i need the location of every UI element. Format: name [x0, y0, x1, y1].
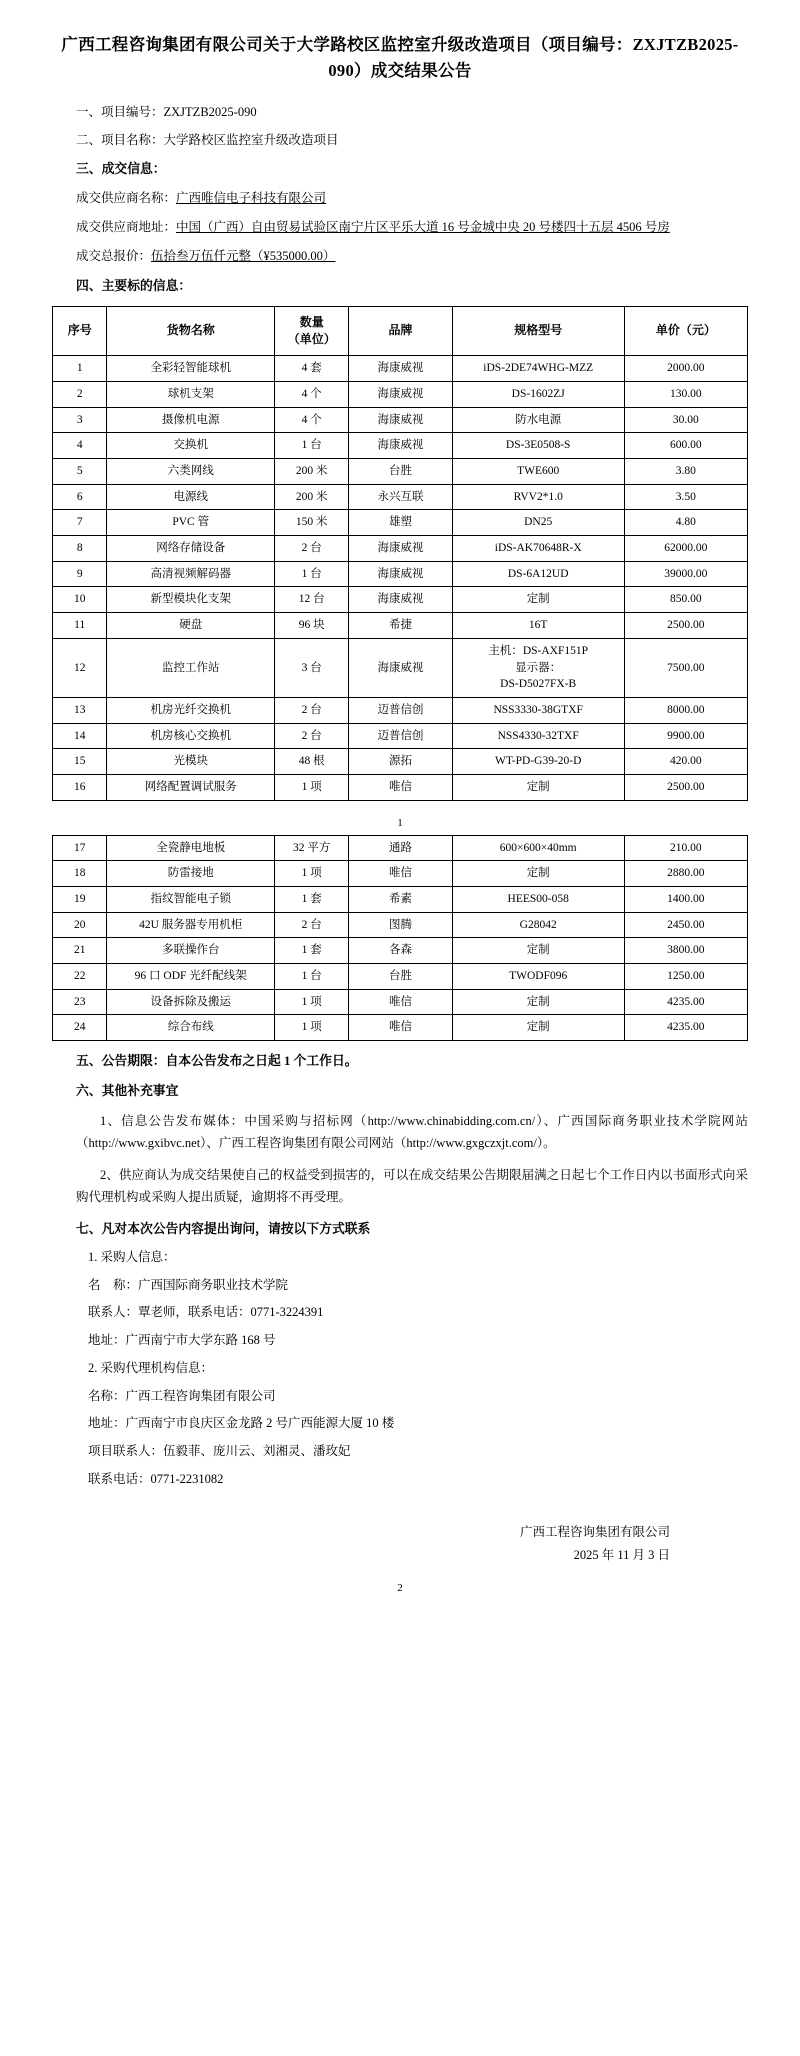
- cell-model-line: DS-D5027FX-B: [500, 678, 577, 691]
- cell-brand: 永兴互联: [349, 484, 452, 510]
- page-title: 广西工程咨询集团有限公司关于大学路校区监控室升级改造项目（项目编号：ZXJTZB2025-090）成交结果公告: [61, 35, 739, 81]
- cell-model: DN25: [452, 510, 624, 536]
- column-header-model: 规格型号: [452, 306, 624, 356]
- supplier-address-value: 中国（广西）自由贸易试验区南宁片区平乐大道 16 号金城中央 20 号楼四十五层 4506 号房: [176, 220, 670, 235]
- column-header-quantity-line1: 数量: [299, 314, 324, 329]
- cell-model: NSS3330-38GTXF: [452, 697, 624, 723]
- cell-index: 6: [53, 484, 107, 510]
- cell-qty: 1 台: [275, 433, 349, 459]
- table-row: [53, 723, 748, 749]
- cell-model-line: 主机：DS-AXF151P: [488, 644, 589, 657]
- section-contact-heading: 七、凡对本次公告内容提出询问，请按以下方式联系: [76, 1221, 371, 1236]
- goods-table-part1: [52, 306, 748, 801]
- cell-brand: 海康威视: [349, 561, 452, 587]
- section-award-info-heading: 三、成交信息：: [76, 162, 166, 177]
- cell-brand: 迈普信创: [349, 723, 452, 749]
- cell-index: 21: [53, 938, 107, 964]
- cell-qty: 2 台: [275, 723, 349, 749]
- cell-model: TWE600: [452, 459, 624, 485]
- cell-name: 硬盘: [107, 613, 275, 639]
- cell-model: NSS4330-32TXF: [452, 723, 624, 749]
- cell-qty: 1 项: [275, 1015, 349, 1041]
- table-row: [53, 989, 748, 1015]
- cell-brand: 海康威视: [349, 356, 452, 382]
- cell-brand: 海康威视: [349, 407, 452, 433]
- cell-index: 13: [53, 697, 107, 723]
- cell-model: 防水电源: [452, 407, 624, 433]
- buyer-contact-line: 联系人：覃老师，联系电话：0771-3224391: [88, 1305, 324, 1320]
- cell-price: 2880.00: [624, 861, 747, 887]
- cell-qty: 32 平方: [275, 835, 349, 861]
- cell-price: 130.00: [624, 382, 747, 408]
- cell-brand: 源拓: [349, 749, 452, 775]
- agent-address-line: 地址：广西南宁市良庆区金龙路 2 号广西能源大厦 10 楼: [88, 1416, 395, 1431]
- cell-brand: 通路: [349, 835, 452, 861]
- complaint-paragraph: 2、供应商认为成交结果使自己的权益受到损害的，可以在成交结果公告期限届满之日起七个工作日内以书面形式向采购代理机构或采购人提出质疑，逾期将不再受理。: [76, 1168, 748, 1204]
- cell-model: DS-1602ZJ: [452, 382, 624, 408]
- cell-index: 16: [53, 774, 107, 800]
- cell-model: [452, 638, 624, 697]
- cell-name: 电源线: [107, 484, 275, 510]
- cell-model: iDS-AK70648R-X: [452, 536, 624, 562]
- cell-price: 2000.00: [624, 356, 747, 382]
- section-other-matters-heading: 六、其他补充事宜: [76, 1084, 179, 1099]
- table-row: [53, 510, 748, 536]
- cell-name: 综合布线: [107, 1015, 275, 1041]
- cell-model-line: 显示器：: [515, 661, 562, 674]
- cell-index: 4: [53, 433, 107, 459]
- cell-model: G28042: [452, 912, 624, 938]
- cell-qty: 48 根: [275, 749, 349, 775]
- cell-model: WT-PD-G39-20-D: [452, 749, 624, 775]
- cell-price: 4235.00: [624, 989, 747, 1015]
- cell-index: 2: [53, 382, 107, 408]
- cell-price: 420.00: [624, 749, 747, 775]
- page-number-middle: 1: [397, 816, 403, 829]
- cell-qty: 200 米: [275, 459, 349, 485]
- column-header-goods-name: 货物名称: [107, 306, 275, 356]
- table-row: [53, 587, 748, 613]
- cell-brand: 雄塑: [349, 510, 452, 536]
- table-row: [53, 356, 748, 382]
- cell-price: 9900.00: [624, 723, 747, 749]
- cell-index: 17: [53, 835, 107, 861]
- project-number-label: 一、项目编号：: [76, 104, 164, 119]
- cell-brand: 唯信: [349, 989, 452, 1015]
- buyer-name-value: 广西国际商务职业技术学院: [138, 1277, 289, 1292]
- cell-name: 交换机: [107, 433, 275, 459]
- cell-qty: 1 台: [275, 561, 349, 587]
- cell-price: 4.80: [624, 510, 747, 536]
- table-row: [53, 774, 748, 800]
- cell-model: iDS-2DE74WHG-MZZ: [452, 356, 624, 382]
- media-publication-paragraph: 1、信息公告发布媒体：中国采购与招标网（http://www.chinabidding.com.cn/）、广西国际商务职业技术学院网站（http://www.gxibvc.net）、广西工程咨询集团有限公司网站（http://www.gxgczxjt.com/）。: [76, 1114, 748, 1151]
- cell-name: 六类网线: [107, 459, 275, 485]
- cell-index: 22: [53, 963, 107, 989]
- total-price-value: 伍拾叁万伍仟元整（¥535000.00）: [151, 249, 336, 264]
- table-row: [53, 536, 748, 562]
- signature-block: [52, 1521, 748, 1569]
- cell-name: 设备拆除及搬运: [107, 989, 275, 1015]
- agent-phone-line: 联系电话：0771-2231082: [88, 1471, 224, 1486]
- cell-model: DS-3E0508-S: [452, 433, 624, 459]
- cell-index: 15: [53, 749, 107, 775]
- cell-name: 网络配置调试服务: [107, 774, 275, 800]
- signature-date: 2025 年 11 月 3 日: [573, 1548, 670, 1563]
- cell-price: 3.50: [624, 484, 747, 510]
- cell-price: 2450.00: [624, 912, 747, 938]
- cell-index: 14: [53, 723, 107, 749]
- cell-price: 850.00: [624, 587, 747, 613]
- supplier-name-line: [52, 188, 748, 208]
- cell-name: 指纹智能电子锁: [107, 886, 275, 912]
- buyer-name-line: [52, 1276, 748, 1295]
- cell-brand: 各森: [349, 938, 452, 964]
- cell-model: 16T: [452, 613, 624, 639]
- cell-index: 20: [53, 912, 107, 938]
- table-row: [53, 861, 748, 887]
- cell-model: 定制: [452, 861, 624, 887]
- cell-index: 10: [53, 587, 107, 613]
- project-name-value: 大学路校区监控室升级改造项目: [163, 132, 339, 147]
- cell-model: 定制: [452, 1015, 624, 1041]
- cell-price: 7500.00: [624, 638, 747, 697]
- cell-price: 3.80: [624, 459, 747, 485]
- cell-qty: 1 项: [275, 989, 349, 1015]
- cell-brand: 海康威视: [349, 638, 452, 697]
- cell-qty: 200 米: [275, 484, 349, 510]
- cell-name: 球机支架: [107, 382, 275, 408]
- cell-model: HEES00-058: [452, 886, 624, 912]
- total-price-line: [52, 246, 748, 266]
- buyer-info-heading: 1. 采购人信息：: [88, 1249, 176, 1264]
- section-main-items-heading: 四、主要标的信息：: [76, 279, 192, 294]
- cell-brand: 台胜: [349, 459, 452, 485]
- cell-price: 8000.00: [624, 697, 747, 723]
- cell-name: 监控工作站: [107, 638, 275, 697]
- cell-brand: 唯信: [349, 774, 452, 800]
- agent-info-heading: 2. 采购代理机构信息：: [88, 1360, 214, 1375]
- cell-name: 机房光纤交换机: [107, 697, 275, 723]
- cell-brand: 图腾: [349, 912, 452, 938]
- agent-name-line: 名称：广西工程咨询集团有限公司: [88, 1388, 276, 1403]
- table-row: [53, 912, 748, 938]
- column-header-quantity-line2: （单位）: [287, 332, 336, 347]
- cell-brand: 唯信: [349, 1015, 452, 1041]
- cell-price: 3800.00: [624, 938, 747, 964]
- cell-price: 210.00: [624, 835, 747, 861]
- cell-brand: 海康威视: [349, 536, 452, 562]
- cell-qty: 2 台: [275, 536, 349, 562]
- cell-price: 2500.00: [624, 613, 747, 639]
- cell-index: 1: [53, 356, 107, 382]
- cell-index: 19: [53, 886, 107, 912]
- cell-price: 4235.00: [624, 1015, 747, 1041]
- agent-contact-person-line: 项目联系人：伍毅菲、庞川云、刘湘灵、潘玫妃: [88, 1444, 351, 1459]
- cell-qty: 1 台: [275, 963, 349, 989]
- table-row: [53, 749, 748, 775]
- cell-name: 全瓷静电地板: [107, 835, 275, 861]
- cell-name: 防雷接地: [107, 861, 275, 887]
- cell-index: 8: [53, 536, 107, 562]
- cell-brand: 海康威视: [349, 433, 452, 459]
- cell-index: 11: [53, 613, 107, 639]
- cell-name: 96 口 ODF 光纤配线架: [107, 963, 275, 989]
- table-header-row: [53, 306, 748, 356]
- cell-index: 23: [53, 989, 107, 1015]
- page-number-bottom: 2: [397, 1582, 403, 1595]
- table-row: [53, 613, 748, 639]
- cell-qty: 2 台: [275, 697, 349, 723]
- table-row: [53, 886, 748, 912]
- cell-brand: 希素: [349, 886, 452, 912]
- table-row: [53, 697, 748, 723]
- supplier-name-value: 广西唯信电子科技有限公司: [176, 191, 327, 206]
- cell-model: 定制: [452, 587, 624, 613]
- column-header-unit-price: 单价（元）: [624, 306, 747, 356]
- table-row: [53, 638, 748, 697]
- cell-name: 光模块: [107, 749, 275, 775]
- cell-brand: 唯信: [349, 861, 452, 887]
- total-price-label: 成交总报价：: [76, 249, 152, 264]
- table-row: [53, 484, 748, 510]
- cell-qty: 150 米: [275, 510, 349, 536]
- cell-brand: 希捷: [349, 613, 452, 639]
- column-header-brand: 品牌: [349, 306, 452, 356]
- table-row: [53, 433, 748, 459]
- table-row: [53, 1015, 748, 1041]
- cell-qty: 4 个: [275, 382, 349, 408]
- cell-name: 网络存储设备: [107, 536, 275, 562]
- cell-name: 摄像机电源: [107, 407, 275, 433]
- cell-name: PVC 管: [107, 510, 275, 536]
- cell-qty: 4 个: [275, 407, 349, 433]
- cell-price: 39000.00: [624, 561, 747, 587]
- cell-brand: 海康威视: [349, 382, 452, 408]
- table-row: [53, 835, 748, 861]
- cell-qty: 3 台: [275, 638, 349, 697]
- cell-qty: 1 项: [275, 861, 349, 887]
- table-row: [53, 407, 748, 433]
- cell-price: 1400.00: [624, 886, 747, 912]
- table-row: [53, 459, 748, 485]
- buyer-address-line: 地址：广西南宁市大学东路 168 号: [88, 1333, 276, 1348]
- cell-qty: 1 套: [275, 886, 349, 912]
- section-notice-period: 五、公告期限：自本公告发布之日起 1 个工作日。: [76, 1053, 358, 1068]
- column-header-index: 序号: [53, 306, 107, 356]
- cell-index: 9: [53, 561, 107, 587]
- cell-name: 全彩轻智能球机: [107, 356, 275, 382]
- cell-price: 1250.00: [624, 963, 747, 989]
- cell-qty: 4 套: [275, 356, 349, 382]
- cell-qty: 12 台: [275, 587, 349, 613]
- cell-brand: 迈普信创: [349, 697, 452, 723]
- cell-brand: 海康威视: [349, 587, 452, 613]
- cell-price: 30.00: [624, 407, 747, 433]
- cell-model: RVV2*1.0: [452, 484, 624, 510]
- goods-table-part2: [52, 835, 748, 1041]
- cell-qty: 1 项: [275, 774, 349, 800]
- project-name-line: [52, 131, 748, 150]
- cell-model: 600×600×40mm: [452, 835, 624, 861]
- cell-name: 多联操作台: [107, 938, 275, 964]
- table-row: [53, 938, 748, 964]
- cell-model: DS-6A12UD: [452, 561, 624, 587]
- column-header-quantity: [275, 306, 349, 356]
- cell-index: 24: [53, 1015, 107, 1041]
- supplier-name-label: 成交供应商名称：: [76, 191, 177, 206]
- cell-qty: 2 台: [275, 912, 349, 938]
- cell-model: 定制: [452, 989, 624, 1015]
- cell-index: 12: [53, 638, 107, 697]
- project-number-value: ZXJTZB2025-090: [163, 104, 257, 119]
- cell-model: TWODF096: [452, 963, 624, 989]
- cell-name: 高清视频解码器: [107, 561, 275, 587]
- cell-name: 42U 服务器专用机柜: [107, 912, 275, 938]
- cell-index: 7: [53, 510, 107, 536]
- project-name-label: 二、项目名称：: [76, 132, 164, 147]
- table-row: [53, 382, 748, 408]
- cell-brand: 台胜: [349, 963, 452, 989]
- cell-index: 18: [53, 861, 107, 887]
- supplier-address-label: 成交供应商地址：: [76, 220, 177, 235]
- cell-index: 5: [53, 459, 107, 485]
- cell-qty: 96 块: [275, 613, 349, 639]
- table-row: [53, 963, 748, 989]
- buyer-name-label: 名 称：: [88, 1277, 139, 1292]
- project-number-line: [52, 103, 748, 122]
- signature-company: 广西工程咨询集团有限公司: [519, 1524, 670, 1539]
- cell-price: 600.00: [624, 433, 747, 459]
- cell-model: 定制: [452, 938, 624, 964]
- cell-index: 3: [53, 407, 107, 433]
- cell-model: 定制: [452, 774, 624, 800]
- cell-qty: 1 套: [275, 938, 349, 964]
- cell-name: 机房核心交换机: [107, 723, 275, 749]
- cell-price: 62000.00: [624, 536, 747, 562]
- supplier-address-line: [52, 217, 748, 237]
- cell-price: 2500.00: [624, 774, 747, 800]
- table-row: [53, 561, 748, 587]
- cell-name: 新型模块化支架: [107, 587, 275, 613]
